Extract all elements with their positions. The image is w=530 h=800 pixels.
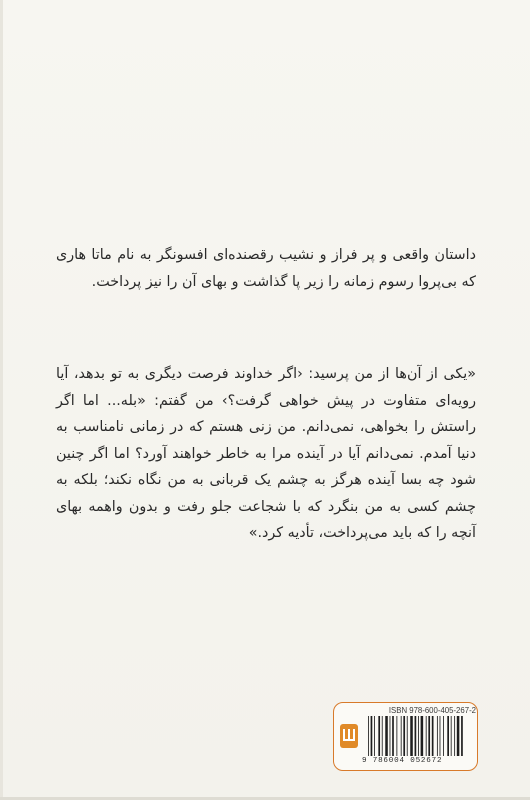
page-edge bbox=[0, 0, 3, 800]
quote-paragraph: «یکی از آن‌ها از من پرسید: ‹اگر خداوند فرصت دیگری به تو بدهد، آیا رویه‌ای متفاوت در پیش خواهی گرفت؟› من گفتم: «بله... اما اگر راستش را بخواهی، نمی‌دانم. من زنی هستم که در زمانی نامناسب به دنیا آمدم. نمی‌دانم آیا در آینده مرا به خاطر خواهند آورد؟ اما اگر چنین شود چه بسا آینده هرگز به چشم یک قربانی به من نگاه نکند؛ بلکه به چشم کسی به من بنگرد که با شجاعت جلو رفت و بدون واهمه بهای آنچه را که باید می‌پرداخت، تأدیه کرد.» bbox=[56, 366, 476, 541]
synopsis-paragraph: داستان واقعی و پر فراز و نشیب رقصنده‌ای افسونگر به نام ماتا هاری که بی‌پروا رسوم زمانه را زیر پا گذاشت و بهای آن را نیز پرداخت. bbox=[56, 247, 476, 290]
isbn-number: ISBN 978-600-405-267-2 bbox=[388, 706, 476, 715]
barcode-graphic bbox=[367, 716, 472, 756]
barcode-digits: 9 786004 052672 bbox=[362, 757, 443, 765]
isbn-barcode-box bbox=[333, 702, 478, 771]
publisher-logo-icon bbox=[340, 724, 358, 748]
